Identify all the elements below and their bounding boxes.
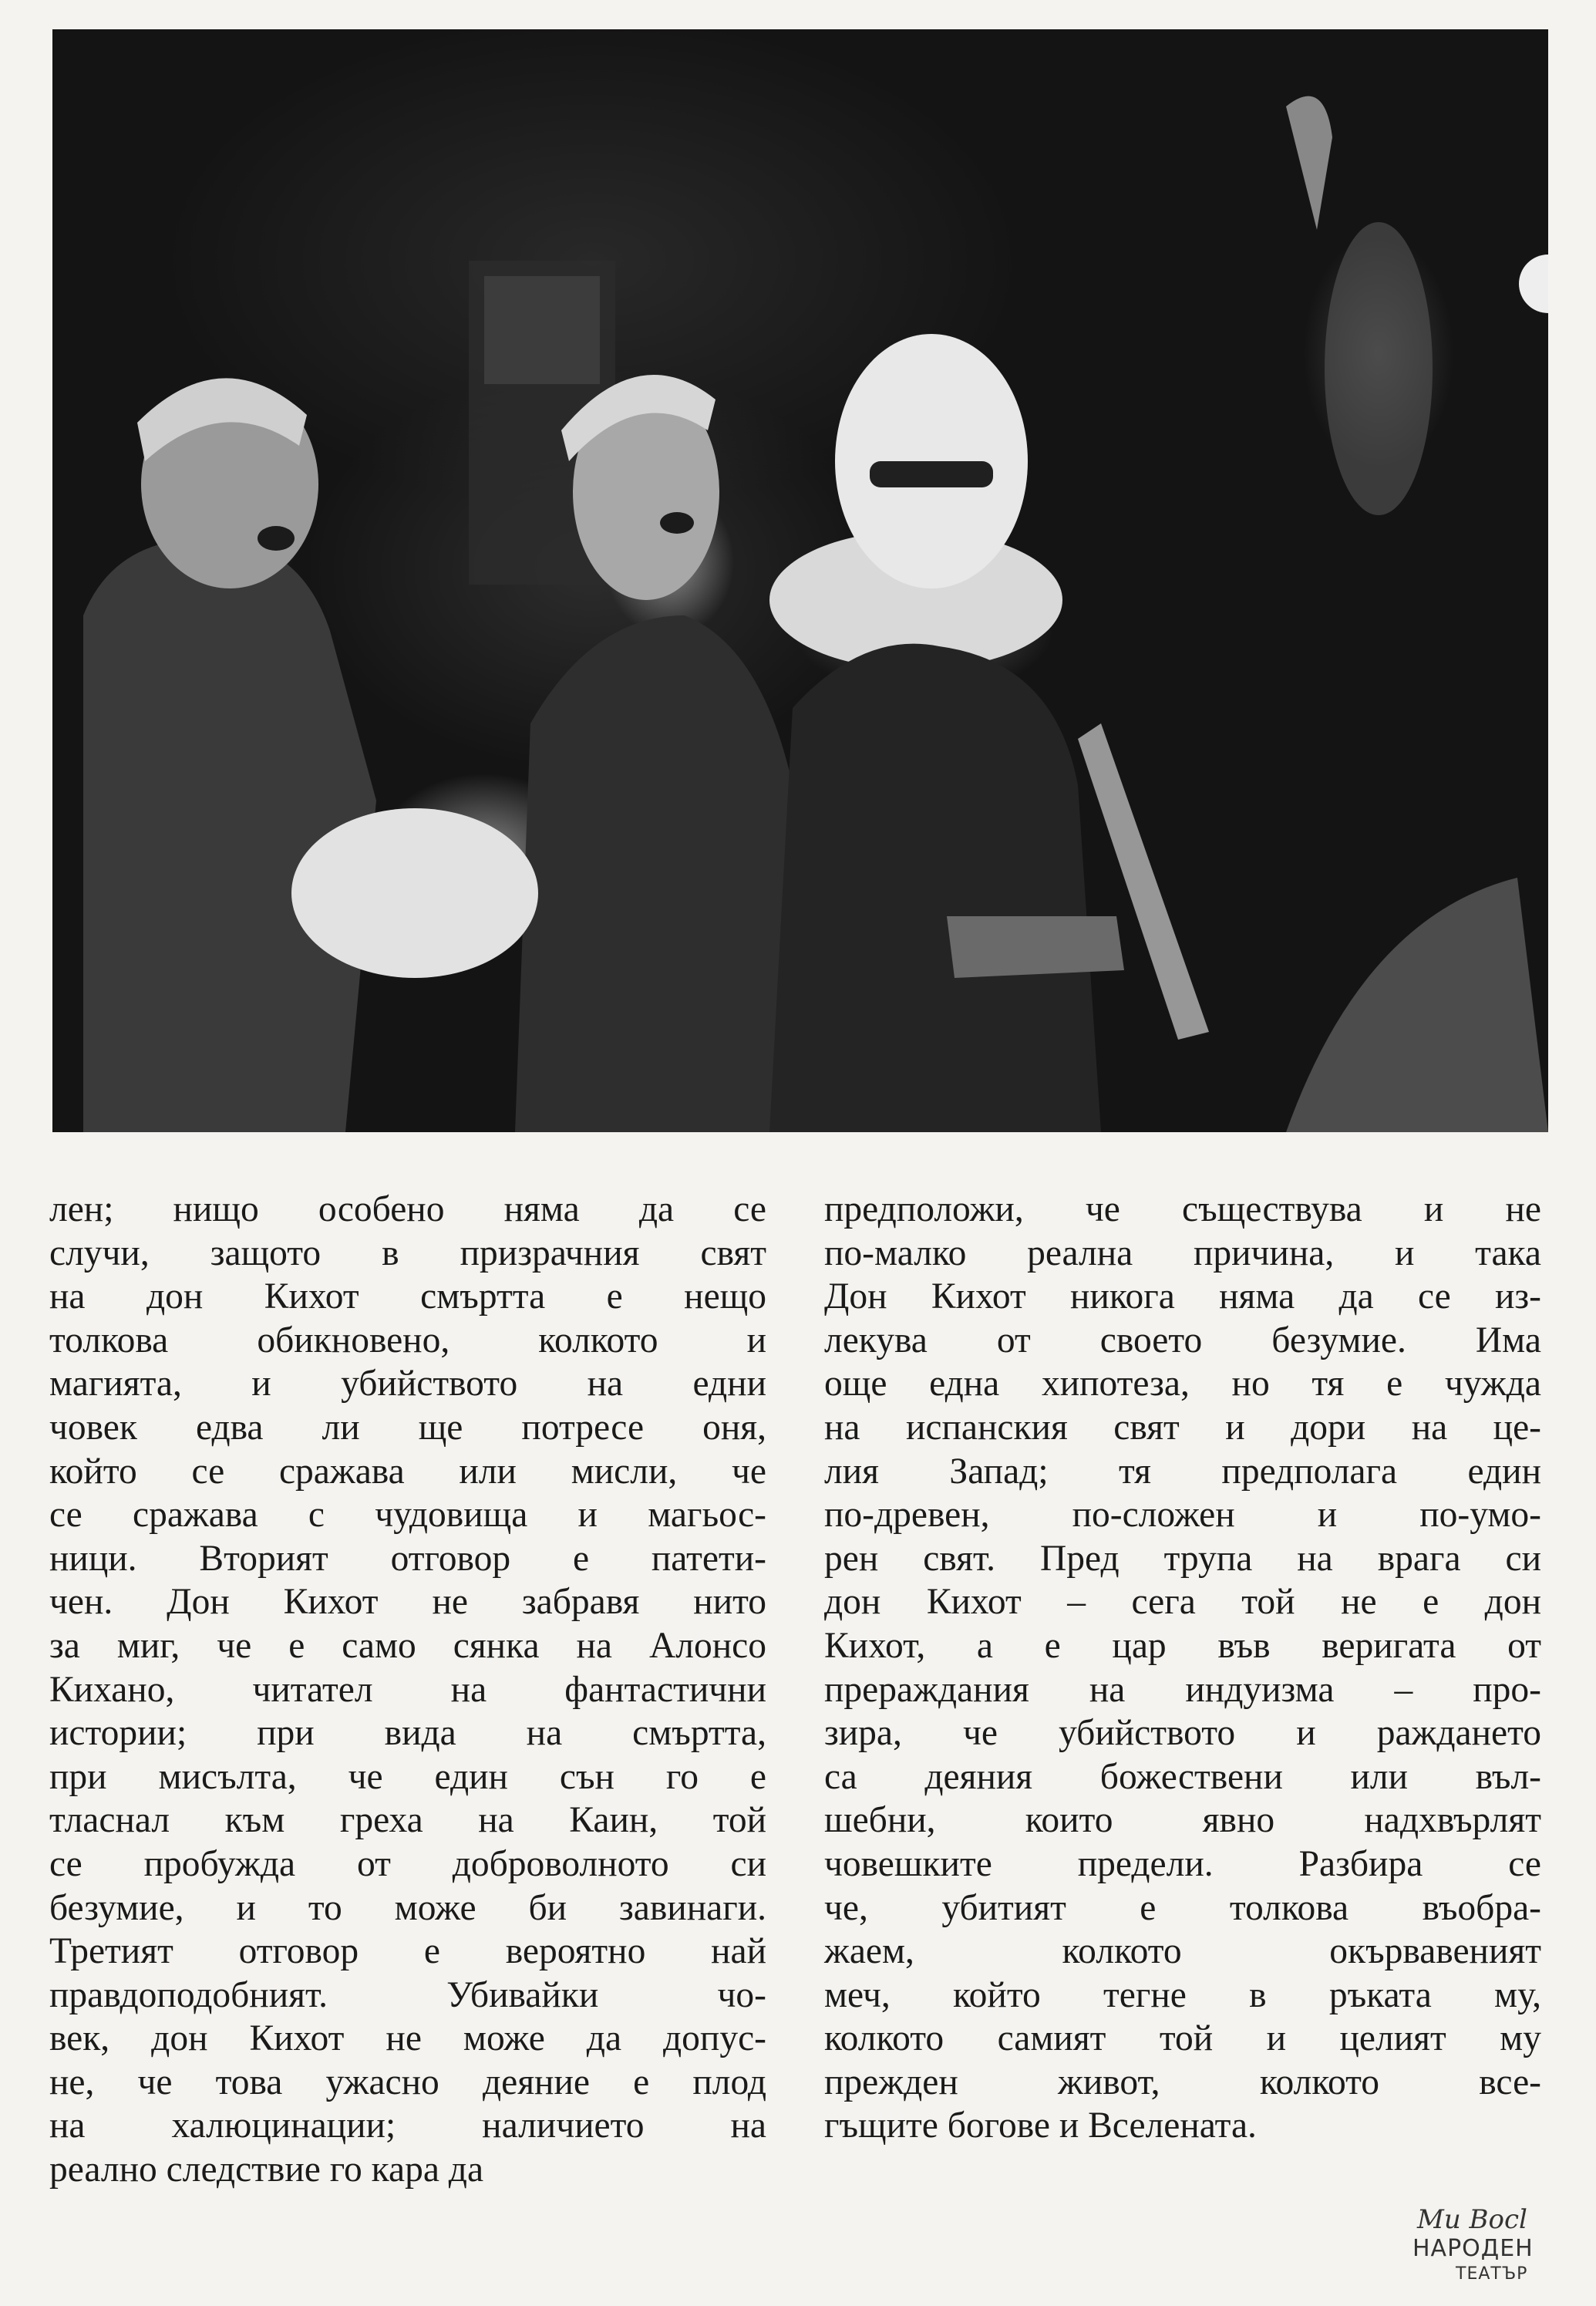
text-line: прежден живот, колкото все- — [824, 2062, 1541, 2102]
text-line: при мисълта, че един сън го е — [49, 1756, 766, 1797]
text-line: предположи, че съществува и не — [824, 1189, 1541, 1229]
text-line: ници. Вторият отговор е патети- — [49, 1538, 766, 1579]
text-line: дон Кихот – сега той не е дон — [824, 1582, 1541, 1623]
stamp-signature: Mu Bocl — [1417, 2204, 1527, 2235]
theatre-stamp — [1402, 2204, 1548, 2297]
stamp-line-2: ТЕАТЪР — [1456, 2264, 1528, 2284]
text-line: Дон Кихот никога няма да се из- — [824, 1276, 1541, 1317]
stage-photo — [52, 29, 1548, 1132]
left-column — [49, 1188, 766, 2192]
text-line: жаем, колкото окървавеният — [824, 1931, 1541, 1972]
text-line: по-малко реална причина, и така — [824, 1232, 1541, 1273]
text-line: толкова обикновено, колкото и — [49, 1320, 766, 1360]
text-line: лен; нищо особено няма да се — [49, 1189, 766, 1229]
text-line: меч, който тегне в ръката му, — [824, 1974, 1541, 2015]
text-line: случи, защото в призрачния свят — [49, 1232, 766, 1273]
text-line: Третият отговор е вероятно най — [49, 1931, 766, 1972]
text-line: са деяния божествени или въл- — [824, 1756, 1541, 1797]
stamp-line-1: НАРОДЕН — [1412, 2235, 1534, 2262]
text-line: прераждания на индуизма – про- — [824, 1669, 1541, 1710]
article-text — [49, 1188, 1553, 2291]
text-line: на халюцинации; наличието на — [49, 2105, 766, 2146]
text-line: чен. Дон Кихот не забравя нито — [49, 1582, 766, 1623]
text-line: колкото самият той и целият му — [824, 2018, 1541, 2059]
text-line: безумие, и то може би завинаги. — [49, 1887, 766, 1928]
text-line: на дон Кихот смъртта е нещо — [49, 1276, 766, 1317]
text-line: лия Запад; тя предполага един — [824, 1451, 1541, 1492]
text-line: Кихот, а е цар във веригата от — [824, 1625, 1541, 1666]
text-line: магията, и убийството на едни — [49, 1364, 766, 1404]
text-line: за миг, че е само сянка на Алонсо — [49, 1625, 766, 1666]
text-line: тласнал към греха на Каин, той — [49, 1800, 766, 1841]
text-line: правдоподобният. Убивайки чо- — [49, 1974, 766, 2015]
text-line: Кихано, читател на фантастични — [49, 1669, 766, 1710]
text-line: по-древен, по-сложен и по-умо- — [824, 1495, 1541, 1536]
text-line: рен свят. Пред трупа на врага си — [824, 1538, 1541, 1579]
stage-photo-figures — [52, 29, 1548, 1132]
text-line: зира, че убийството и раждането — [824, 1713, 1541, 1754]
text-line: който се сражава или мисли, че — [49, 1451, 766, 1492]
text-line: реално следствие го кара да — [49, 2149, 484, 2190]
text-line: човек едва ли ще потресе оня, — [49, 1407, 766, 1448]
text-line: истории; при вида на смъртта, — [49, 1713, 766, 1754]
text-line: още една хипотеза, но тя е чужда — [824, 1364, 1541, 1404]
text-line: шебни, които явно надхвърлят — [824, 1800, 1541, 1841]
text-line: човешките предели. Разбира се — [824, 1843, 1541, 1884]
text-line: лекува от своето безумие. Има — [824, 1320, 1541, 1360]
text-line: се пробужда от доброволното си — [49, 1843, 766, 1884]
text-line: се сражава с чудовища и магьос- — [49, 1495, 766, 1536]
text-line: век, дон Кихот не може да допус- — [49, 2018, 766, 2059]
text-line: не, че това ужасно деяние е плод — [49, 2062, 766, 2102]
text-line: че, убитият е толкова въобра- — [824, 1887, 1541, 1928]
text-line: гъщите богове и Вселената. — [824, 2105, 1257, 2146]
text-line: на испанския свят и дори на це- — [824, 1407, 1541, 1448]
right-column — [824, 1188, 1541, 2148]
